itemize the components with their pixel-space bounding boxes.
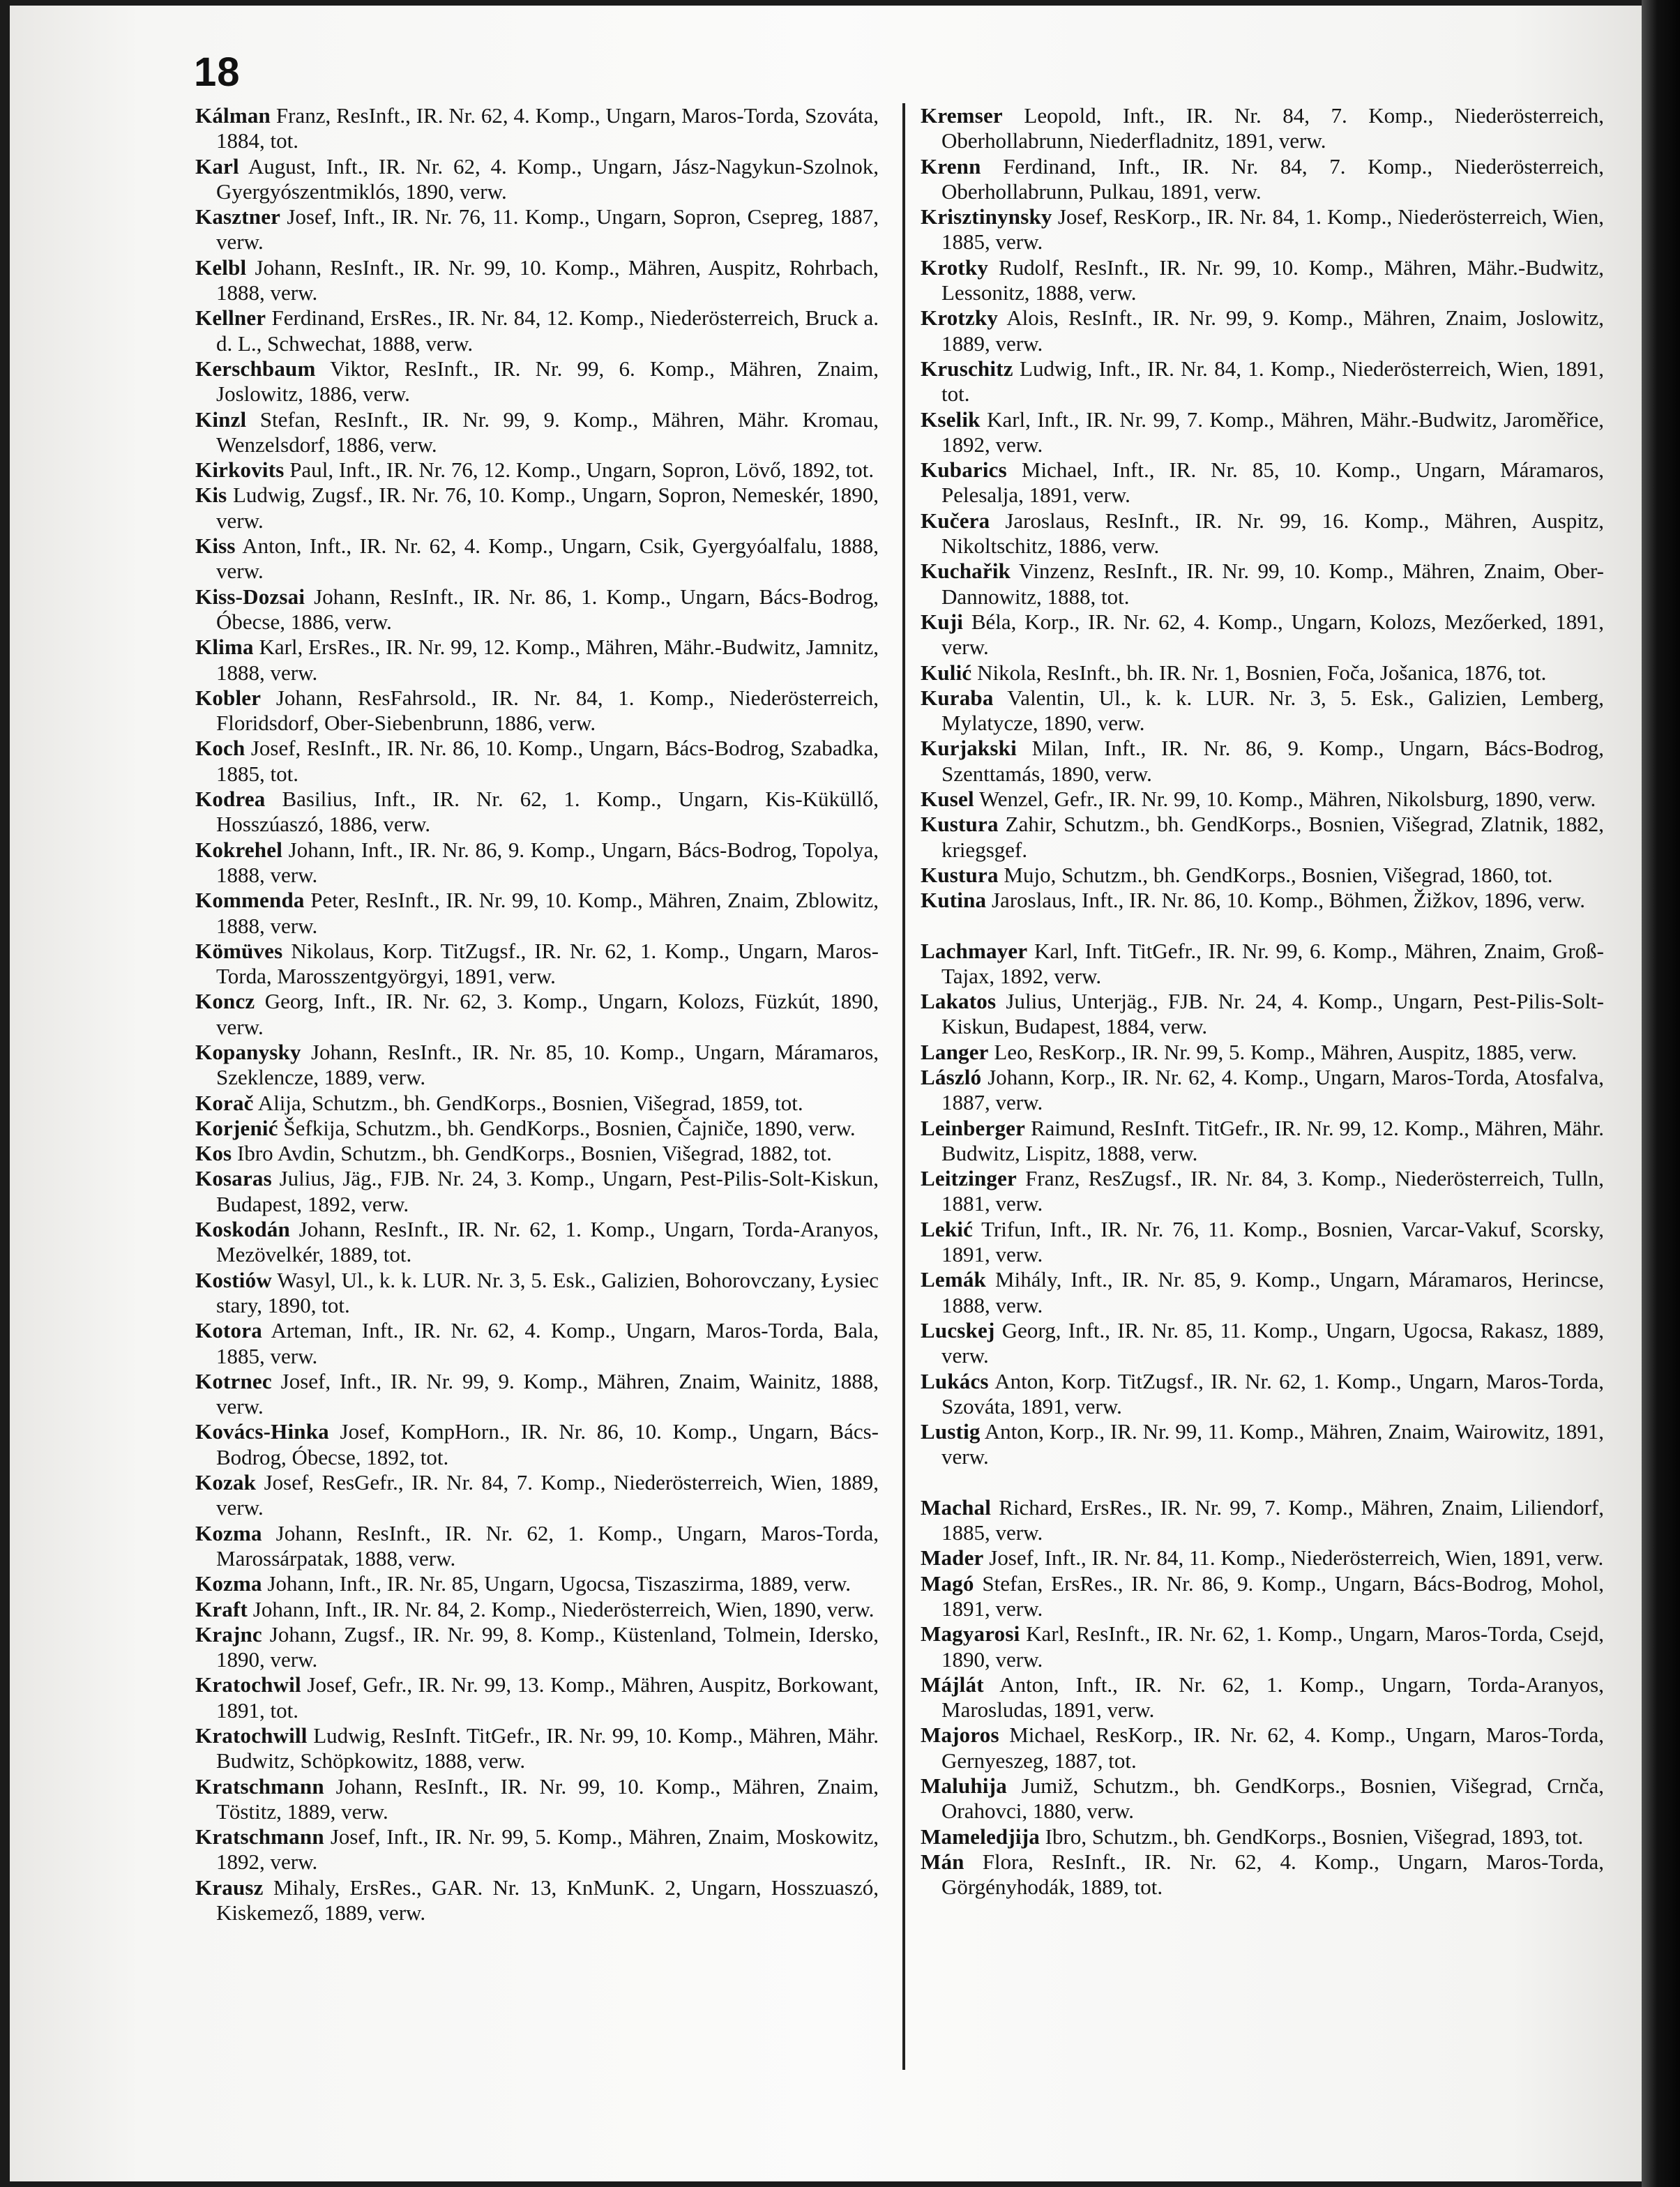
entry-surname: Mameledjija	[921, 1824, 1040, 1849]
entry-surname: Kerschbaum	[195, 356, 316, 381]
entry-surname: Kutina	[921, 888, 987, 913]
entry-details: Karl, ErsRes., IR. Nr. 99, 12. Komp., Mähren, Mähr.-Budwitz, Jamnitz, 1888, verw.	[216, 635, 879, 685]
list-entry	[195, 1723, 879, 1774]
entry-details: Karl, ResInft., IR. Nr. 62, 1. Komp., Ungarn, Maros-Torda, Csejd, 1890, verw.	[941, 1621, 1605, 1672]
entry-surname: Májlát	[921, 1672, 984, 1697]
entry-details: Anton, Korp., IR. Nr. 99, 11. Komp., Mähren, Znaim, Wairowitz, 1891, verw.	[941, 1419, 1604, 1469]
entry-surname: Kraft	[195, 1596, 248, 1621]
entry-details: Jaroslaus, ResInft., IR. Nr. 99, 16. Komp., Mähren, Auspitz, Nikoltschitz, 1886, verw.	[941, 508, 1604, 559]
entry-details: Mihaly, ErsRes., GAR. Nr. 13, KnMunK. 2, Ungarn, Hosszuaszó, Kiskemező, 1889, verw.	[216, 1875, 879, 1925]
entry-details: Karl, Inft. TitGefr., IR. Nr. 99, 6. Komp., Mähren, Znaim, Groß-Tajax, 1892, verw.	[941, 938, 1605, 988]
entry-surname: Krotky	[921, 255, 989, 280]
list-entry	[921, 407, 1604, 458]
list-entry	[195, 1875, 879, 1926]
entry-surname: Klima	[195, 635, 254, 660]
list-entry	[921, 1849, 1604, 1900]
entry-details: Franz, ResInft., IR. Nr. 62, 4. Komp., Ungarn, Maros-Torda, Szováta, 1884, tot.	[216, 103, 879, 153]
entry-details: Ludwig, Zugsf., IR. Nr. 76, 10. Komp., Ungarn, Sopron, Nemeskér, 1890, verw.	[216, 483, 879, 533]
entry-surname: Kinzl	[195, 407, 247, 432]
entry-details: Flora, ResInft., IR. Nr. 62, 4. Komp., Ungarn, Maros-Torda, Görgényhodák, 1889, tot.	[941, 1849, 1604, 1900]
list-entry	[921, 787, 1604, 812]
entry-details: Johann, ResInft., IR. Nr. 62, 1. Komp., Ungarn, Torda-Aranyos, Mezövelkér, 1889, tot.	[216, 1217, 879, 1267]
list-entry	[195, 407, 879, 458]
list-entry	[195, 483, 879, 533]
list-entry	[195, 1091, 879, 1116]
entry-surname: Kommenda	[195, 888, 305, 913]
list-entry	[921, 1267, 1604, 1318]
entry-surname: Leitzinger	[921, 1166, 1017, 1191]
entry-surname: Kratschmann	[195, 1824, 324, 1849]
entry-details: Viktor, ResInft., IR. Nr. 99, 6. Komp., Mähren, Znaim, Joslowitz, 1886, verw.	[216, 356, 879, 407]
list-entry	[921, 610, 1604, 660]
list-entry	[921, 1773, 1604, 1824]
entry-details: Alija, Schutzm., bh. GendKorps., Bosnien, Višegrad, 1859, tot.	[257, 1090, 803, 1115]
entry-details: Ibro Avdin, Schutzm., bh. GendKorps., Bosnien, Višegrad, 1882, tot.	[237, 1141, 832, 1166]
entry-details: Alois, ResInft., IR. Nr. 99, 9. Komp., Mähren, Znaim, Joslowitz, 1889, verw.	[941, 305, 1604, 356]
list-entry	[921, 1824, 1604, 1849]
entry-surname: Langer	[921, 1039, 989, 1064]
entry-surname: Kremser	[921, 103, 1003, 128]
entry-details: Wenzel, Gefr., IR. Nr. 99, 10. Komp., Mähren, Nikolsburg, 1890, verw.	[979, 787, 1596, 812]
entry-surname: Kiss	[195, 533, 236, 559]
entry-details: Richard, ErsRes., IR. Nr. 99, 7. Komp., Mähren, Znaim, Liliendorf, 1885, verw.	[941, 1494, 1605, 1545]
entry-details: Johann, Inft., IR. Nr. 84, 2. Komp., Niederösterreich, Wien, 1890, verw.	[252, 1596, 875, 1621]
entry-surname: Krajnc	[195, 1621, 262, 1647]
entry-surname: Kratochwill	[195, 1723, 308, 1748]
list-entry	[921, 1166, 1604, 1217]
list-entry	[921, 1545, 1604, 1571]
entry-details: Béla, Korp., IR. Nr. 62, 4. Komp., Ungarn, Kolozs, Mezőerked, 1891, verw.	[941, 609, 1604, 660]
entry-surname: Lucskej	[921, 1317, 995, 1342]
entry-surname: Magyarosi	[921, 1621, 1020, 1647]
entry-surname: Kotora	[195, 1318, 262, 1343]
entry-details: Ludwig, ResInft. TitGefr., IR. Nr. 99, 10. Komp., Mähren, Mähr. Budwitz, Schöpkowitz, 1888, verw.	[216, 1723, 879, 1773]
entry-details: Josef, Gefr., IR. Nr. 99, 13. Komp., Mähren, Auspitz, Borkowant, 1891, tot.	[216, 1672, 879, 1723]
list-entry	[921, 508, 1604, 559]
entry-details: Josef, ResGefr., IR. Nr. 84, 7. Komp., Niederösterreich, Wien, 1889, verw.	[216, 1470, 879, 1520]
list-entry	[921, 255, 1604, 306]
entry-details: Paul, Inft., IR. Nr. 76, 12. Komp., Ungarn, Sopron, Lövő, 1892, tot.	[289, 457, 875, 483]
entry-details: Jaroslaus, Inft., IR. Nr. 86, 10. Komp., Böhmen, Žižkov, 1896, verw.	[991, 888, 1585, 913]
list-entry	[195, 1166, 879, 1217]
list-entry	[921, 1495, 1604, 1546]
entry-surname: Korjenić	[195, 1115, 278, 1140]
list-entry	[921, 103, 1604, 154]
list-entry	[195, 1774, 879, 1825]
entry-details: Nikola, ResInft., bh. IR. Nr. 1, Bosnien, Foča, Jošanica, 1876, tot.	[977, 660, 1547, 685]
list-entry	[195, 356, 879, 407]
entry-details: Valentin, Ul., k. k. LUR. Nr. 3, 5. Esk., Galizien, Lemberg, Mylatycze, 1890, verw.	[941, 685, 1604, 736]
entry-details: Nikolaus, Korp. TitZugsf., IR. Nr. 62, 1. Komp., Ungarn, Maros-Torda, Marosszentgyörgyi, 1891, verw.	[216, 938, 879, 989]
entry-details: Johann, Korp., IR. Nr. 62, 4. Komp., Ungarn, Maros-Torda, Atosfalva, 1887, verw.	[941, 1064, 1605, 1115]
scan-edge	[1642, 0, 1680, 2187]
list-entry	[195, 457, 879, 483]
list-entry	[195, 154, 879, 205]
entry-surname: Lekić	[921, 1216, 974, 1241]
entry-details: Josef, ResInft., IR. Nr. 86, 10. Komp., Ungarn, Bács-Bodrog, Szabadka, 1885, tot.	[216, 736, 879, 786]
list-entry	[921, 1369, 1604, 1420]
list-entry	[921, 1065, 1604, 1116]
list-entry	[921, 1318, 1604, 1369]
entry-surname: Korač	[195, 1090, 254, 1115]
entry-details: Zahir, Schutzm., bh. GendKorps., Bosnien, Višegrad, Zlatnik, 1882, kriegsgef.	[941, 812, 1605, 862]
list-entry	[921, 989, 1604, 1040]
list-entry	[195, 103, 879, 154]
entry-surname: Kömüves	[195, 938, 283, 963]
list-entry	[195, 1622, 879, 1673]
entry-surname: Koskodán	[195, 1217, 290, 1242]
entry-surname: Kozma	[195, 1520, 262, 1545]
entry-surname: Lachmayer	[921, 938, 1028, 963]
list-entry	[921, 1621, 1604, 1672]
list-entry	[195, 736, 879, 787]
list-entry	[921, 686, 1604, 736]
entry-details: Raimund, ResInft. TitGefr., IR. Nr. 99, 12. Komp., Mähren, Mähr. Budwitz, Lispitz, 1888, verw.	[941, 1115, 1604, 1165]
entry-surname: Kirkovits	[195, 457, 285, 483]
entry-details: Ludwig, Inft., IR. Nr. 84, 1. Komp., Niederösterreich, Wien, 1891, tot.	[941, 356, 1604, 407]
entry-details: Johann, ResInft., IR. Nr. 86, 1. Komp., Ungarn, Bács-Bodrog, Óbecse, 1886, verw.	[216, 584, 879, 634]
list-entry	[195, 1217, 879, 1268]
list-entry	[195, 1318, 879, 1369]
list-entry	[921, 305, 1604, 356]
entry-details: Johann, ResInft., IR. Nr. 85, 10. Komp., Ungarn, Máramaros, Szeklencze, 1889, verw.	[216, 1039, 879, 1090]
entry-details: Stefan, ResInft., IR. Nr. 99, 9. Komp., Mähren, Mähr. Kromau, Wenzelsdorf, 1886, verw.	[216, 407, 879, 457]
list-entry	[921, 559, 1604, 610]
entry-surname: Kos	[195, 1141, 232, 1166]
entry-surname: Kis	[195, 483, 227, 508]
entry-surname: Kulić	[921, 660, 972, 685]
entry-surname: Lemák	[921, 1267, 986, 1292]
entry-surname: Kustura	[921, 812, 999, 837]
list-entry	[195, 989, 879, 1040]
list-entry	[195, 1824, 879, 1875]
entry-details: Arteman, Inft., IR. Nr. 62, 4. Komp., Ungarn, Maros-Torda, Bala, 1885, verw.	[216, 1318, 879, 1368]
entry-surname: Kuchařik	[921, 559, 1011, 584]
list-entry	[195, 204, 879, 255]
entry-details: Johann, Zugsf., IR. Nr. 99, 8. Komp., Küstenland, Tolmein, Idersko, 1890, verw.	[216, 1621, 879, 1672]
document-page	[10, 6, 1642, 2181]
entry-details: Ferdinand, Inft., IR. Nr. 84, 7. Komp., Niederösterreich, Oberhollabrunn, Pulkau, 1891, verw.	[941, 153, 1605, 204]
entry-details: Mujo, Schutzm., bh. GendKorps., Bosnien, Višegrad, 1860, tot.	[1004, 862, 1553, 887]
entry-surname: Kosaras	[195, 1166, 272, 1191]
list-entry	[921, 736, 1604, 787]
entry-surname: Kokrehel	[195, 837, 283, 862]
list-entry	[921, 356, 1604, 407]
entry-details: Wasyl, Ul., k. k. LUR. Nr. 3, 5. Esk., Galizien, Bohorovczany, Łysiec stary, 1890, tot.	[216, 1267, 879, 1317]
entry-surname: Kusel	[921, 787, 974, 812]
entry-details: Johann, ResInft., IR. Nr. 62, 1. Komp., Ungarn, Maros-Torda, Marossárpatak, 1888, verw.	[216, 1520, 879, 1571]
entry-surname: Kurjakski	[921, 736, 1017, 761]
list-entry	[921, 812, 1604, 863]
list-entry	[195, 584, 879, 635]
entry-surname: Kozma	[195, 1571, 262, 1596]
entry-details: Rudolf, ResInft., IR. Nr. 99, 10. Komp., Mähren, Mähr.-Budwitz, Lessonitz, 1888, verw.	[941, 255, 1604, 305]
entry-surname: Lustig	[921, 1419, 981, 1444]
entry-details: Anton, Inft., IR. Nr. 62, 1. Komp., Ungarn, Torda-Aranyos, Marosludas, 1891, verw.	[941, 1672, 1604, 1723]
entry-surname: Leinberger	[921, 1115, 1026, 1140]
entry-surname: Kobler	[195, 685, 262, 710]
list-entry	[195, 1369, 879, 1420]
entry-surname: Mán	[921, 1849, 964, 1874]
list-entry	[195, 1571, 879, 1596]
list-entry	[195, 635, 879, 686]
entry-details: Julius, Jäg., FJB. Nr. 24, 3. Komp., Ungarn, Pest-Pilis-Solt-Kiskun, Budapest, 1892, verw.	[216, 1166, 879, 1216]
entry-details: Stefan, ErsRes., IR. Nr. 86, 9. Komp., Ungarn, Bács-Bodrog, Mohol, 1891, verw.	[941, 1571, 1605, 1621]
entry-surname: Lakatos	[921, 989, 997, 1014]
entry-details: Michael, ResKorp., IR. Nr. 62, 4. Komp., Ungarn, Maros-Torda, Gernyeszeg, 1887, tot.	[941, 1723, 1605, 1773]
list-entry	[195, 305, 879, 356]
entry-details: Jumiž, Schutzm., bh. GendKorps., Bosnien, Višegrad, Crnča, Orahovci, 1880, verw.	[941, 1773, 1604, 1824]
entry-surname: Koncz	[195, 989, 255, 1014]
entry-surname: Krotzky	[921, 305, 999, 331]
list-entry	[921, 1723, 1604, 1773]
entry-surname: Kučera	[921, 508, 990, 533]
entry-details: Peter, ResInft., IR. Nr. 99, 10. Komp., Mähren, Znaim, Zblowitz, 1888, verw.	[216, 888, 879, 938]
entry-surname: Kratschmann	[195, 1773, 324, 1799]
entry-details: Michael, Inft., IR. Nr. 85, 10. Komp., Ungarn, Máramaros, Pelesalja, 1891, verw.	[941, 457, 1605, 508]
left-column	[195, 103, 879, 1925]
entry-surname: Kotrnec	[195, 1368, 272, 1393]
entry-surname: Kellner	[195, 305, 266, 331]
entry-details: Ibro, Schutzm., bh. GendKorps., Bosnien, Višegrad, 1893, tot.	[1045, 1824, 1584, 1849]
entry-details: Basilius, Inft., IR. Nr. 62, 1. Komp., Ungarn, Kis-Küküllő, Hosszúaszó, 1886, verw.	[216, 787, 879, 837]
entry-surname: Machal	[921, 1494, 992, 1520]
entry-details: Johann, Inft., IR. Nr. 86, 9. Komp., Ungarn, Bács-Bodrog, Topolya, 1888, verw.	[216, 837, 879, 887]
entry-details: Anton, Korp. TitZugsf., IR. Nr. 62, 1. Komp., Ungarn, Maros-Torda, Szováta, 1891, verw.	[941, 1368, 1605, 1418]
list-entry	[195, 1141, 879, 1166]
list-entry	[195, 1040, 879, 1091]
right-column	[921, 103, 1604, 1900]
entry-surname: Kálman	[195, 103, 271, 128]
column-divider	[902, 103, 905, 2070]
entry-surname: Kasztner	[195, 204, 281, 229]
list-entry	[195, 1521, 879, 1572]
entry-surname: Kodrea	[195, 787, 266, 812]
list-entry	[921, 457, 1604, 508]
list-entry	[195, 533, 879, 584]
list-entry	[921, 888, 1604, 913]
entry-surname: Kruschitz	[921, 356, 1013, 381]
entry-details: Julius, Unterjäg., FJB. Nr. 24, 4. Komp., Ungarn, Pest-Pilis-Solt-Kiskun, Budapest, 1884, verw.	[941, 989, 1605, 1039]
page-number: 18	[194, 50, 241, 95]
entry-details: Karl, Inft., IR. Nr. 99, 7. Komp., Mähren, Mähr.-Budwitz, Jaroměřice, 1892, verw.	[941, 407, 1605, 457]
entry-surname: Kopanysky	[195, 1039, 301, 1064]
entry-surname: Krenn	[921, 153, 981, 179]
entry-surname: Krisztinynsky	[921, 204, 1052, 229]
entry-surname: Krausz	[195, 1875, 264, 1900]
list-entry	[195, 1470, 879, 1521]
entry-details: Leopold, Inft., IR. Nr. 84, 7. Komp., Niederösterreich, Oberhollabrunn, Niederfladnitz, 1891, verw.	[941, 103, 1604, 153]
list-entry	[195, 255, 879, 306]
list-entry	[195, 787, 879, 838]
entry-details: Josef, Inft., IR. Nr. 99, 5. Komp., Mähren, Znaim, Moskowitz, 1892, verw.	[216, 1824, 879, 1875]
entry-surname: Kselik	[921, 407, 981, 432]
list-entry	[921, 863, 1604, 888]
entry-details: Josef, KompHorn., IR. Nr. 86, 10. Komp., Ungarn, Bács-Bodrog, Óbecse, 1892, tot.	[216, 1419, 879, 1469]
list-entry	[921, 660, 1604, 686]
entry-surname: Kubarics	[921, 457, 1007, 483]
list-entry	[921, 1571, 1604, 1622]
entry-details: Georg, Inft., IR. Nr. 85, 11. Komp., Ungarn, Ugocsa, Rakasz, 1889, verw.	[941, 1317, 1605, 1368]
entry-details: Johann, ResInft., IR. Nr. 99, 10. Komp., Mähren, Znaim, Töstitz, 1889, verw.	[216, 1773, 879, 1824]
entry-surname: Kostiów	[195, 1267, 272, 1292]
entry-surname: Kozak	[195, 1470, 257, 1495]
entry-details: Johann, ResFahrsold., IR. Nr. 84, 1. Komp., Niederösterreich, Floridsdorf, Ober-Siebenbrunn, 1886, verw.	[216, 685, 879, 736]
entry-surname: László	[921, 1064, 982, 1089]
entry-details: Trifun, Inft., IR. Nr. 76, 11. Komp., Bosnien, Varcar-Vakuf, Scorsky, 1891, verw.	[941, 1216, 1604, 1267]
entry-details: Franz, ResZugsf., IR. Nr. 84, 3. Komp., Niederösterreich, Tulln, 1881, verw.	[941, 1166, 1604, 1216]
entry-details: Vinzenz, ResInft., IR. Nr. 99, 10. Komp., Mähren, Znaim, Ober-Dannowitz, 1888, tot.	[941, 559, 1604, 609]
entry-surname: Kuji	[921, 609, 964, 634]
entry-details: Georg, Inft., IR. Nr. 62, 3. Komp., Ungarn, Kolozs, Füzkút, 1890, verw.	[216, 989, 879, 1039]
entry-surname: Karl	[195, 153, 239, 179]
entry-details: Ferdinand, ErsRes., IR. Nr. 84, 12. Komp., Niederösterreich, Bruck a. d. L., Schwechat, 1888, verw.	[216, 305, 879, 356]
list-entry	[921, 1672, 1604, 1723]
entry-details: Milan, Inft., IR. Nr. 86, 9. Komp., Ungarn, Bács-Bodrog, Szenttamás, 1890, verw.	[941, 736, 1604, 786]
entry-details: Josef, Inft., IR. Nr. 99, 9. Komp., Mähren, Znaim, Wainitz, 1888, verw.	[216, 1368, 879, 1419]
entry-surname: Koch	[195, 736, 245, 761]
list-entry	[195, 1597, 879, 1622]
list-entry	[195, 1672, 879, 1723]
entry-details: Anton, Inft., IR. Nr. 62, 4. Komp., Ungarn, Csik, Gyergyóalfalu, 1888, verw.	[216, 533, 879, 584]
entry-surname: Kustura	[921, 862, 999, 887]
entry-surname: Kovács-Hinka	[195, 1419, 329, 1444]
entry-details: Leo, ResKorp., IR. Nr. 99, 5. Komp., Mähren, Auspitz, 1885, verw.	[994, 1039, 1577, 1064]
entry-surname: Maluhija	[921, 1773, 1007, 1798]
entry-details: Josef, ResKorp., IR. Nr. 84, 1. Komp., Niederösterreich, Wien, 1885, verw.	[941, 204, 1605, 255]
list-entry	[921, 1419, 1604, 1470]
entry-surname: Kelbl	[195, 255, 247, 280]
list-entry	[195, 1419, 879, 1470]
entry-surname: Mader	[921, 1545, 984, 1571]
list-entry	[921, 204, 1604, 255]
list-entry	[921, 1040, 1604, 1065]
list-entry	[195, 888, 879, 939]
entry-details: Johann, ResInft., IR. Nr. 99, 10. Komp., Mähren, Auspitz, Rohrbach, 1888, verw.	[216, 255, 879, 305]
entry-surname: Magó	[921, 1571, 974, 1596]
entry-surname: Lukács	[921, 1368, 989, 1393]
list-entry	[195, 838, 879, 888]
entry-surname: Kiss-Dozsai	[195, 584, 305, 609]
entry-surname: Majoros	[921, 1723, 999, 1748]
list-entry	[921, 939, 1604, 990]
list-entry	[195, 939, 879, 990]
entry-details: Šefkija, Schutzm., bh. GendKorps., Bosnien, Čajniče, 1890, verw.	[283, 1115, 856, 1140]
entry-details: August, Inft., IR. Nr. 62, 4. Komp., Ungarn, Jász-Nagykun-Szolnok, Gyergyószentmiklós, 1890, verw.	[216, 153, 879, 204]
list-entry	[195, 1268, 879, 1319]
list-entry	[195, 1116, 879, 1141]
entry-details: Josef, Inft., IR. Nr. 76, 11. Komp., Ungarn, Sopron, Csepreg, 1887, verw.	[216, 204, 879, 255]
entry-details: Josef, Inft., IR. Nr. 84, 11. Komp., Niederösterreich, Wien, 1891, verw.	[989, 1545, 1604, 1571]
entry-details: Johann, Inft., IR. Nr. 85, Ungarn, Ugocsa, Tiszaszirma, 1889, verw.	[267, 1571, 852, 1596]
list-entry	[921, 154, 1604, 205]
list-entry	[921, 1217, 1604, 1268]
entry-details: Mihály, Inft., IR. Nr. 85, 9. Komp., Ungarn, Máramaros, Herincse, 1888, verw.	[941, 1267, 1604, 1317]
list-entry	[195, 686, 879, 736]
entry-surname: Kuraba	[921, 685, 994, 710]
entry-surname: Kratochwil	[195, 1672, 301, 1697]
section-gap	[921, 1470, 1604, 1495]
list-entry	[921, 1116, 1604, 1167]
section-gap	[921, 914, 1604, 939]
